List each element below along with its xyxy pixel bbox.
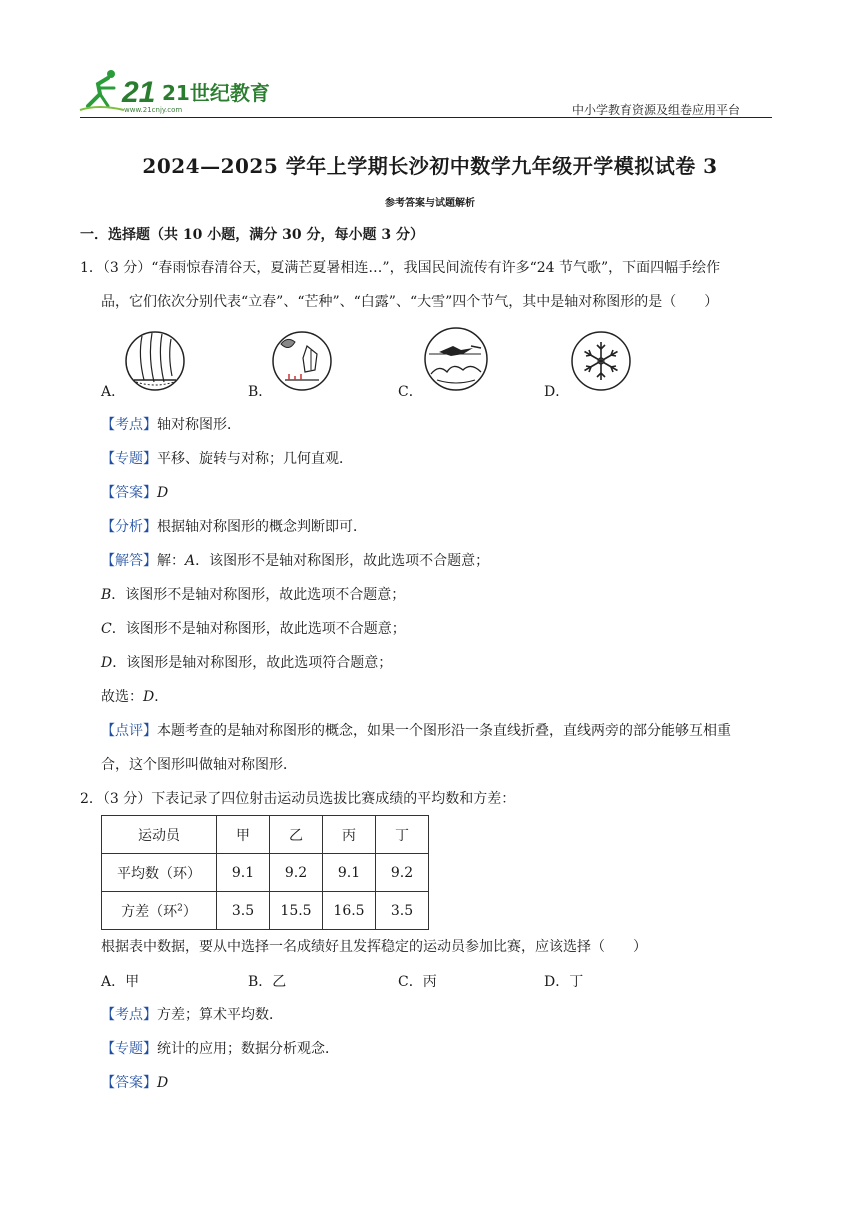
runner-icon xyxy=(80,70,124,110)
table-cell: 9.1 xyxy=(217,854,270,892)
q1-option-b-label: B． xyxy=(248,384,273,400)
table-header-cell: 乙 xyxy=(270,816,323,854)
table-row xyxy=(102,854,429,892)
table-row-label: 平均数（环） xyxy=(102,854,217,892)
q1-jieda-c: C．该图形不是轴对称图形，故此选项不合题意； xyxy=(101,621,406,637)
spring-willow-icon xyxy=(124,330,186,392)
bird-dew-icon xyxy=(423,326,489,392)
q2-kaodian: 【考点】方差；算术平均数． xyxy=(101,1007,283,1023)
table-row xyxy=(102,816,429,854)
q1-option-d-label: D． xyxy=(544,384,570,400)
q1-option-c-label: C． xyxy=(398,384,423,400)
page-subtitle: 参考答案与试题解析 xyxy=(385,198,475,209)
q1-answer: 【答案】D xyxy=(101,485,169,501)
q2-choice-c: C．丙 xyxy=(398,974,437,990)
q1-stem-line2: 品，它们依次分别代表“立春”、“芒种”、“白露”、“大雪”四个节气，其中是轴对称图形的是（ ） xyxy=(101,294,719,310)
logo-url: www.21cnjy.com xyxy=(124,106,183,114)
table-cell: 3.5 xyxy=(376,892,429,930)
q2-answer: 【答案】D xyxy=(101,1075,169,1091)
q1-guxuan: 故选：D． xyxy=(101,689,169,705)
q2-question: 根据表中数据，要从中选择一名成绩好且发挥稳定的运动员参加比赛，应该选择（ ） xyxy=(101,939,647,955)
grain-field-icon xyxy=(271,330,333,392)
table-cell: 16.5 xyxy=(323,892,376,930)
q1-dianping-line1: 【点评】本题考查的是轴对称图形的概念，如果一个图形沿一条直线折叠，直线两旁的部分能够互相重 xyxy=(101,723,731,739)
q2-stem: 2．（3 分）下表记录了四位射击运动员选拔比赛成绩的平均数和方差： xyxy=(80,791,516,807)
table-row-label: 方差（环$^2$） xyxy=(102,892,217,930)
q2-choice-b: B．乙 xyxy=(248,974,287,990)
table-cell: 9.2 xyxy=(376,854,429,892)
q1-fenxi: 【分析】根据轴对称图形的概念判断即可． xyxy=(101,519,367,535)
table-header-cell: 运动员 xyxy=(102,816,217,854)
q1-stem-line1: 1．（3 分）“春雨惊春清谷天，夏满芒夏暑相连…”，我国民间流传有许多“24 节气歌”，下面四幅手绘作 xyxy=(80,260,721,276)
brand-logo xyxy=(78,66,278,114)
q2-choice-a: A．甲 xyxy=(101,974,140,990)
page-title: 2024—2025 学年上学期长沙初中数学九年级开学模拟试卷 3 xyxy=(142,154,718,178)
section-heading: 一．选择题（共 10 小题，满分 30 分，每小题 3 分） xyxy=(80,227,424,243)
table-cell: 15.5 xyxy=(270,892,323,930)
table-row xyxy=(102,892,429,930)
q2-choice-d: D．丁 xyxy=(544,974,584,990)
snowflake-icon xyxy=(570,330,632,392)
table-header-cell: 丙 xyxy=(323,816,376,854)
q2-zhuanti: 【专题】统计的应用；数据分析观念． xyxy=(101,1041,339,1057)
logo-text: 21世纪教育 xyxy=(162,81,270,105)
scores-table xyxy=(101,815,429,930)
q1-zhuanti: 【专题】平移、旋转与对称；几何直观． xyxy=(101,451,353,467)
svg-text:21: 21 xyxy=(122,76,156,109)
table-cell: 9.2 xyxy=(270,854,323,892)
header-divider xyxy=(80,117,772,118)
table-cell: 9.1 xyxy=(323,854,376,892)
table-header-cell: 丁 xyxy=(376,816,429,854)
q1-dianping-line2: 合，这个图形叫做轴对称图形． xyxy=(101,757,297,773)
q1-kaodian: 【考点】轴对称图形． xyxy=(101,417,241,433)
q1-jieda-b: B．该图形不是轴对称图形，故此选项不合题意； xyxy=(101,587,406,603)
table-header-cell: 甲 xyxy=(217,816,270,854)
table-cell: 3.5 xyxy=(217,892,270,930)
q1-jieda-d: D．该图形是轴对称图形，故此选项符合题意； xyxy=(101,655,393,671)
q1-option-a-label: A． xyxy=(101,384,126,400)
q1-jieda-a: 【解答】解：A．该图形不是轴对称图形，故此选项不合题意； xyxy=(101,553,490,569)
platform-label: 中小学教育资源及组卷应用平台 xyxy=(571,103,740,117)
